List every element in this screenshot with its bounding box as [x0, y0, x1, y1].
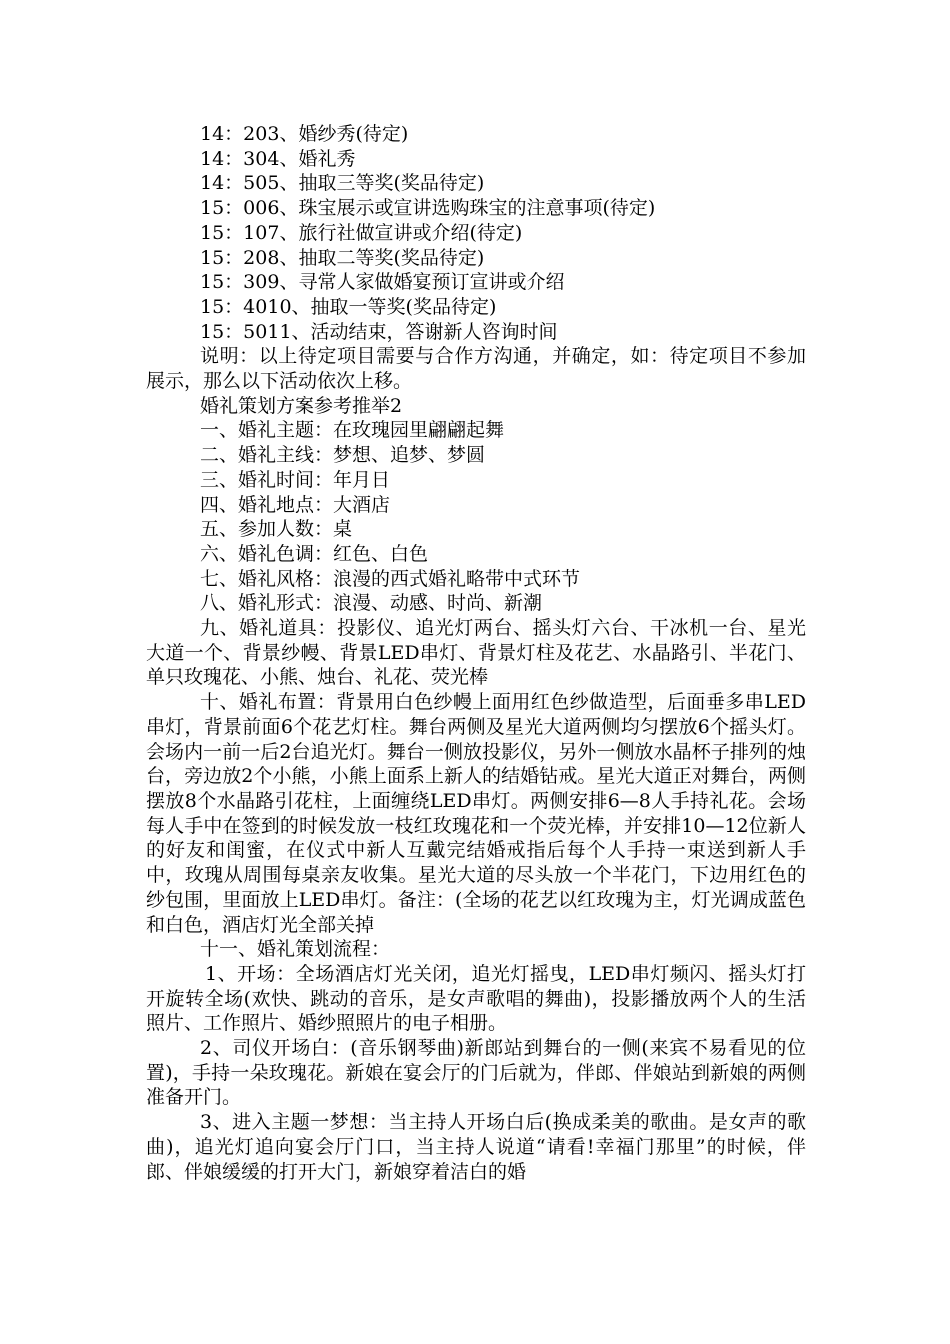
document-body: [146, 122, 806, 1184]
wedding-storyline: 二、婚礼主线：梦想、追梦、梦圆: [200, 444, 486, 467]
wedding-style: 七、婚礼风格：浪漫的西式婚礼略带中式环节: [200, 567, 581, 590]
wedding-venue: 四、婚礼地点：大酒店: [200, 493, 391, 516]
section-heading-plan-2: 婚礼策划方案参考推举2: [200, 394, 403, 417]
wedding-layout: 十、婚礼布置：背景用白色纱幔上面用红色纱做造型，后面垂多串LED串灯，背景前面6个花艺灯柱。舞台两侧及星光大道两侧均匀摆放6个摇头灯。会场内一前一后2台追光灯。舞台一侧放投影仪，另外一侧放水晶杯子排列的烛台，旁边放2个小熊，小熊上面系上新人的结婚钻戒。星光大道正对舞台，两侧摆放8个水晶路引花柱，上面缠绕LED串灯。两侧安排6—8人手持礼花。会场每人手中在签到的时候发放一枝红玫瑰花和一个荧光棒，并安排10—12位新人的好友和闺蜜，在仪式中新人互戴完结婚戒指后每个人手持一束送到新人手中，玫瑰从周围每桌亲友收集。星光大道的尽头放一个半花门，下边用红色的纱包围，里面放上LED串灯。备注：(全场的花艺以红玫瑰为主，灯光调成蓝色和白色，酒店灯光全部关掉: [146, 691, 806, 936]
wedding-format: 八、婚礼形式：浪漫、动感、时尚、新潮: [200, 592, 543, 615]
schedule-item-14-203: 14：203、婚纱秀(待定): [200, 123, 409, 145]
schedule-item-14-304: 14：304、婚礼秀: [200, 147, 356, 170]
schedule-item-15-5011: 15：5011、活动结束，答谢新人咨询时间: [200, 320, 558, 343]
wedding-process-heading: 十一、婚礼策划流程：: [200, 938, 391, 961]
process-step-1: 1、开场：全场酒店灯光关闭，追光灯摇曳，LED串灯频闪、摇头灯打开旋转全场(欢快、跳动的音乐，是女声歌唱的舞曲)，投影播放两个人的生活照片、工作照片、婚纱照照片的电子相册。: [146, 962, 806, 1035]
schedule-item-14-505: 14：505、抽取三等奖(奖品待定): [200, 172, 485, 195]
schedule-item-15-107: 15：107、旅行社做宣讲或介绍(待定): [200, 221, 523, 244]
wedding-colors: 六、婚礼色调：红色、白色: [200, 542, 429, 565]
schedule-item-15-208: 15：208、抽取二等奖(奖品待定): [200, 246, 485, 269]
schedule-item-15-4010: 15：4010、抽取一等奖(奖品待定): [200, 295, 497, 318]
wedding-date: 三、婚礼时间：年月日: [200, 468, 391, 491]
guest-count: 五、参加人数：桌: [200, 518, 353, 541]
wedding-theme: 一、婚礼主题：在玫瑰园里翩翩起舞: [200, 419, 505, 442]
schedule-item-15-006: 15：006、珠宝展示或宣讲选购珠宝的注意事项(待定): [200, 197, 656, 220]
process-step-3: 3、进入主题一梦想：当主持人开场白后(换成柔美的歌曲。是女声的歌曲)，追光灯追向宴会厅门口，当主持人说道“请看!幸福门那里”的时候，伴郎、伴娘缓缓的打开大门，新娘穿着洁白的婚: [146, 1111, 806, 1183]
wedding-props: 九、婚礼道具：投影仪、追光灯两台、摇头灯六台、干冰机一台、星光大道一个、背景纱幔、背景LED串灯、背景灯柱及花艺、水晶路引、半花门、单只玫瑰花、小熊、烛台、礼花、荧光棒: [146, 617, 806, 689]
note-paragraph: 说明：以上待定项目需要与合作方沟通，并确定，如：待定项目不参加展示，那么以下活动依次上移。: [146, 345, 806, 393]
process-step-2: 2、司仪开场白：(音乐钢琴曲)新郎站到舞台的一侧(来宾不易看见的位置)，手持一朵玫瑰花。新娘在宴会厅的门后就为，伴郎、伴娘站到新娘的两侧准备开门。: [146, 1037, 806, 1109]
schedule-item-15-309: 15：309、寻常人家做婚宴预订宣讲或介绍: [200, 271, 565, 294]
